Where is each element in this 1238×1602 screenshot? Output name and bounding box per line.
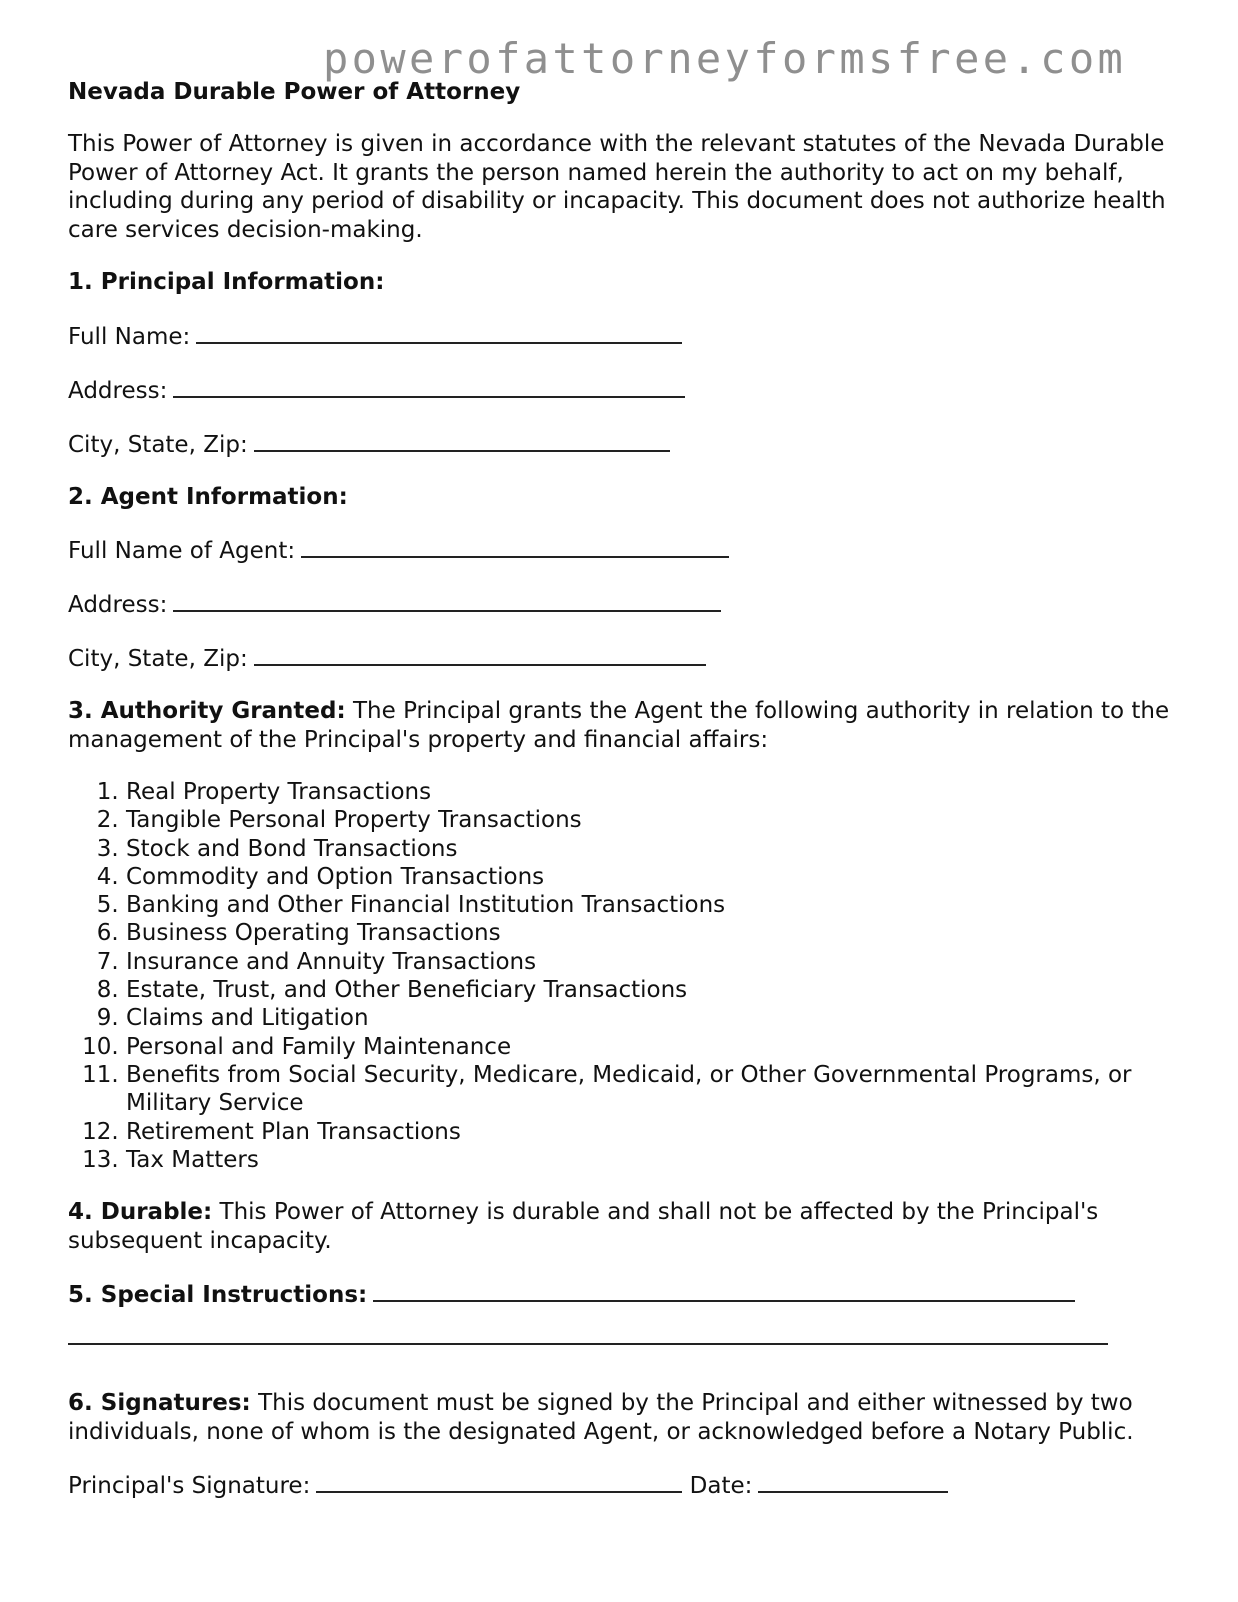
section3-paragraph xyxy=(68,697,1178,754)
agent-city-field xyxy=(68,643,1178,673)
agent-city-label: City, State, Zip: xyxy=(68,646,248,672)
authority-list xyxy=(68,778,1178,1174)
agent-address-field xyxy=(68,589,1178,619)
list-item: 7. Insurance and Annuity Transactions xyxy=(126,948,1178,976)
special-instructions-field xyxy=(68,1279,1178,1309)
section6-heading: 6. Signatures: xyxy=(68,1390,251,1417)
section6-text: This document must be signed by the Principal and either witnessed by two individuals, none of whom is the designated Agent, or acknowledged before a Notary Public. xyxy=(68,1390,1134,1445)
principal-address-blank[interactable] xyxy=(173,375,685,398)
agent-address-label: Address: xyxy=(68,592,168,618)
list-item: 3. Stock and Bond Transactions xyxy=(126,835,1178,863)
principal-address-field xyxy=(68,375,1178,405)
agent-full-name-blank[interactable] xyxy=(301,535,729,558)
agent-full-name-field xyxy=(68,535,1178,565)
special-instructions-blank-line-2[interactable] xyxy=(68,1343,1108,1345)
signature-line xyxy=(68,1470,1178,1500)
section3-text: The Principal grants the Agent the following authority in relation to the management of the Principal's property and financial affairs: xyxy=(68,698,1170,753)
watermark: powerofattorneyformsfree.com xyxy=(323,34,1127,83)
section3-heading: 3. Authority Granted: xyxy=(68,698,346,724)
section4-heading: 4. Durable: xyxy=(68,1199,213,1226)
agent-address-blank[interactable] xyxy=(173,589,721,612)
list-item: 8. Estate, Trust, and Other Beneficiary Transactions xyxy=(126,976,1178,1004)
document-title: Nevada Durable Power of Attorney xyxy=(68,79,521,105)
list-item: 1. Real Property Transactions xyxy=(126,778,1178,806)
principal-signature-blank[interactable] xyxy=(316,1470,682,1493)
list-item: 2. Tangible Personal Property Transactions xyxy=(126,806,1178,834)
list-item: 9. Claims and Litigation xyxy=(126,1004,1178,1032)
principal-city-field xyxy=(68,429,1178,459)
principal-signature-label: Principal's Signature: xyxy=(68,1473,311,1500)
principal-full-name-field xyxy=(68,321,1178,351)
principal-full-name-blank[interactable] xyxy=(196,321,682,344)
section4-paragraph xyxy=(68,1198,1178,1255)
principal-city-blank[interactable] xyxy=(254,429,670,452)
principal-full-name-label: Full Name: xyxy=(68,323,191,350)
list-item: 4. Commodity and Option Transactions xyxy=(126,863,1178,891)
special-instructions-blank[interactable] xyxy=(373,1279,1075,1302)
document-body xyxy=(68,78,1178,1500)
list-item: 6. Business Operating Transactions xyxy=(126,919,1178,947)
agent-city-blank[interactable] xyxy=(254,643,706,666)
section4-text: This Power of Attorney is durable and shall not be affected by the Principal's subsequent incapacity. xyxy=(68,1199,1099,1254)
section1-heading xyxy=(68,268,1178,297)
principal-address-label: Address: xyxy=(68,377,168,404)
section2-heading-text: 2. Agent Information: xyxy=(68,483,348,510)
date-blank[interactable] xyxy=(758,1470,948,1493)
list-item: 5. Banking and Other Financial Institution Transactions xyxy=(126,891,1178,919)
list-item: 13. Tax Matters xyxy=(126,1146,1178,1174)
list-item: 11. Benefits from Social Security, Medicare, Medicaid, or Other Governmental Programs, or Military Service xyxy=(126,1061,1178,1118)
list-item: 10. Personal and Family Maintenance xyxy=(126,1033,1178,1061)
principal-city-label: City, State, Zip: xyxy=(68,431,248,458)
list-item: 12. Retirement Plan Transactions xyxy=(126,1118,1178,1146)
date-label: Date: xyxy=(689,1473,753,1500)
agent-full-name-label: Full Name of Agent: xyxy=(68,538,296,564)
section2-heading xyxy=(68,483,1178,512)
section5-heading: 5. Special Instructions: xyxy=(68,1282,368,1309)
section1-heading-text: 1. Principal Information: xyxy=(68,269,385,295)
intro-paragraph: This Power of Attorney is given in accordance with the relevant statutes of the Nevada Durable Power of Attorney Act. It grants the person named herein the authority to act on my behalf, including during any period of disability or incapacity. This document does not authorize health care services decision-making. xyxy=(68,131,1166,243)
section6-paragraph xyxy=(68,1389,1178,1446)
